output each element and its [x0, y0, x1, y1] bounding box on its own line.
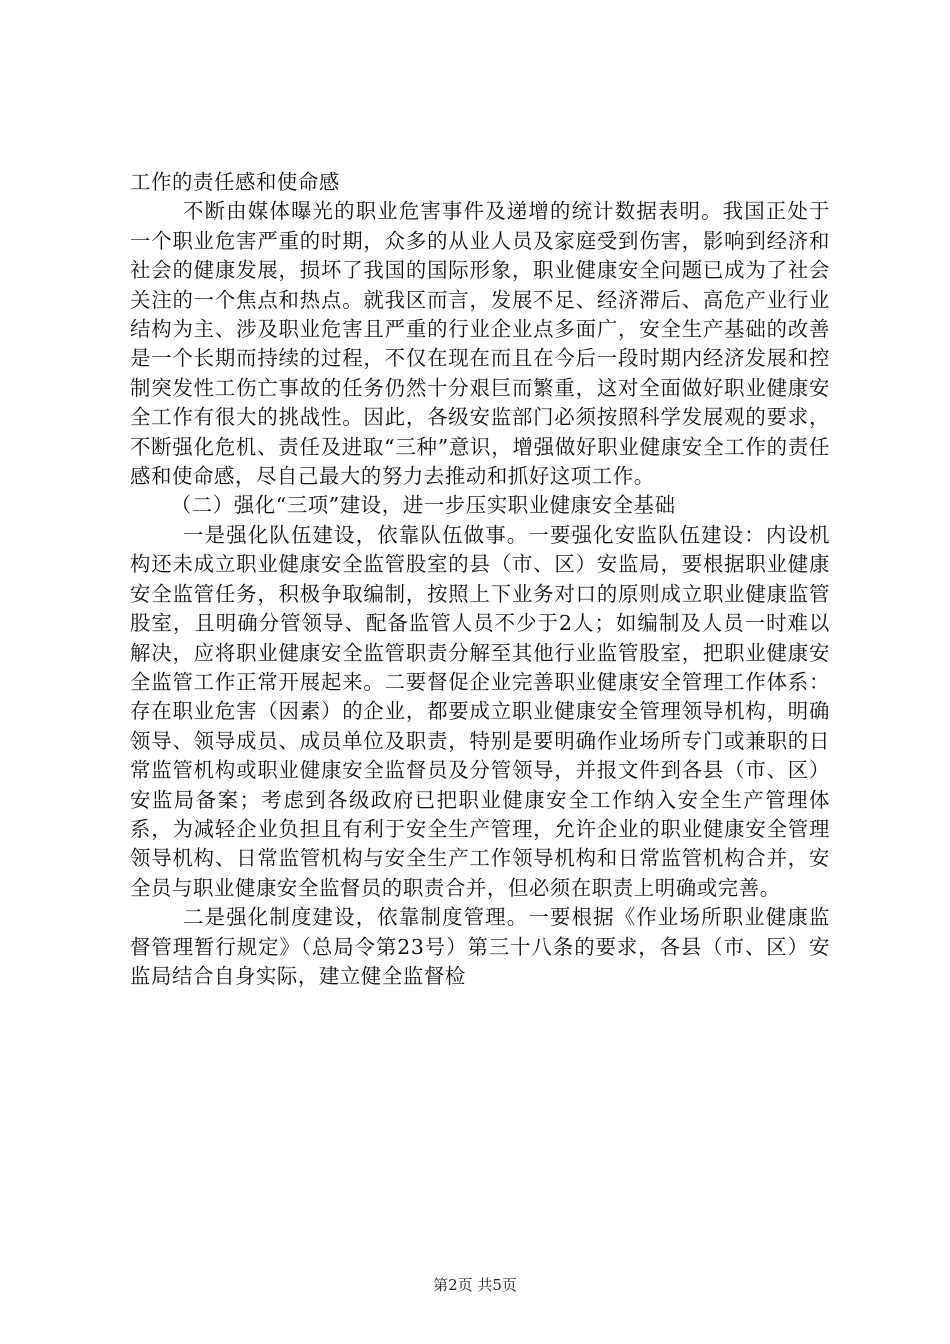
paragraph-context: 不断由媒体曝光的职业危害事件及递增的统计数据表明。我国正处于一个职业危害严重的时期，众多的从业人员及家庭受到伤害，影响到经济和社会的健康发展，损坏了我国的国际形象，职业健康安全问题已成为了社会关注的一个焦点和热点。就我区而言，发展不足、经济滞后、高危产业行业结构为主、涉及职业危害且严重的行业企业点多面广，安全生产基础的改善是一个长期而持续的过程，不仅在现在而且在今后一段时期内经济发展和控制突发性工伤亡事故的任务仍然十分艰巨而繁重，这对全面做好职业健康安全工作有很大的挑战性。因此，各级安监部门必须按照科学发展观的要求，不断强化危机、责任及进取“三种”意识，增强做好职业健康安全工作的责任感和使命感，尽自己最大的努力去推动和抓好这项工作。	[130, 199, 830, 489]
paragraph-team-building: 一是强化队伍建设，依靠队伍做事。一要强化安监队伍建设：内设机构还未成立职业健康安全监管股室的县（市、区）安监局，要根据职业健康安全监管任务，积极争取编制，按照上下业务对口的原则成立职业健康监管股室，且明确分管领导、配备监管人员不少于2人；如编制及人员一时难以解决，应将职业健康安全监管职责分解至其他行业监管股室，把职业健康安全监管工作正常开展起来。二要督促企业完善职业健康安全管理工作体系：存在职业危害（因素）的企业，都要成立职业健康安全管理领导机构，明确领导、领导成员、成员单位及职责，特别是要明确作业场所专门或兼职的日常监管机构或职业健康安全监督员及分管领导，并报文件到各县（市、区）安监局备案；考虑到各级政府已把职业健康安全工作纳入安全生产管理体系，为减轻企业负担且有利于安全生产管理，允许企业的职业健康安全管理领导机构、日常监管机构与安全生产工作领导机构和日常监管机构合并，安全员与职业健康安全监督员的职责合并，但必须在职责上明确或完善。	[130, 522, 830, 900]
document-body	[130, 168, 830, 991]
page-number-footer: 第2页 共5页	[433, 1276, 517, 1294]
paragraph-continuation: 工作的责任感和使命感	[130, 170, 340, 194]
paragraph-system-building: 二是强化制度建设，依靠制度管理。一要根据《作业场所职业健康监督管理暂行规定》（总局令第23号）第三十八条的要求，各县（市、区）安监局结合自身实际，建立健全监督检	[130, 905, 830, 988]
section-heading: （二）强化“三项”建设，进一步压实职业健康安全基础	[170, 493, 676, 518]
